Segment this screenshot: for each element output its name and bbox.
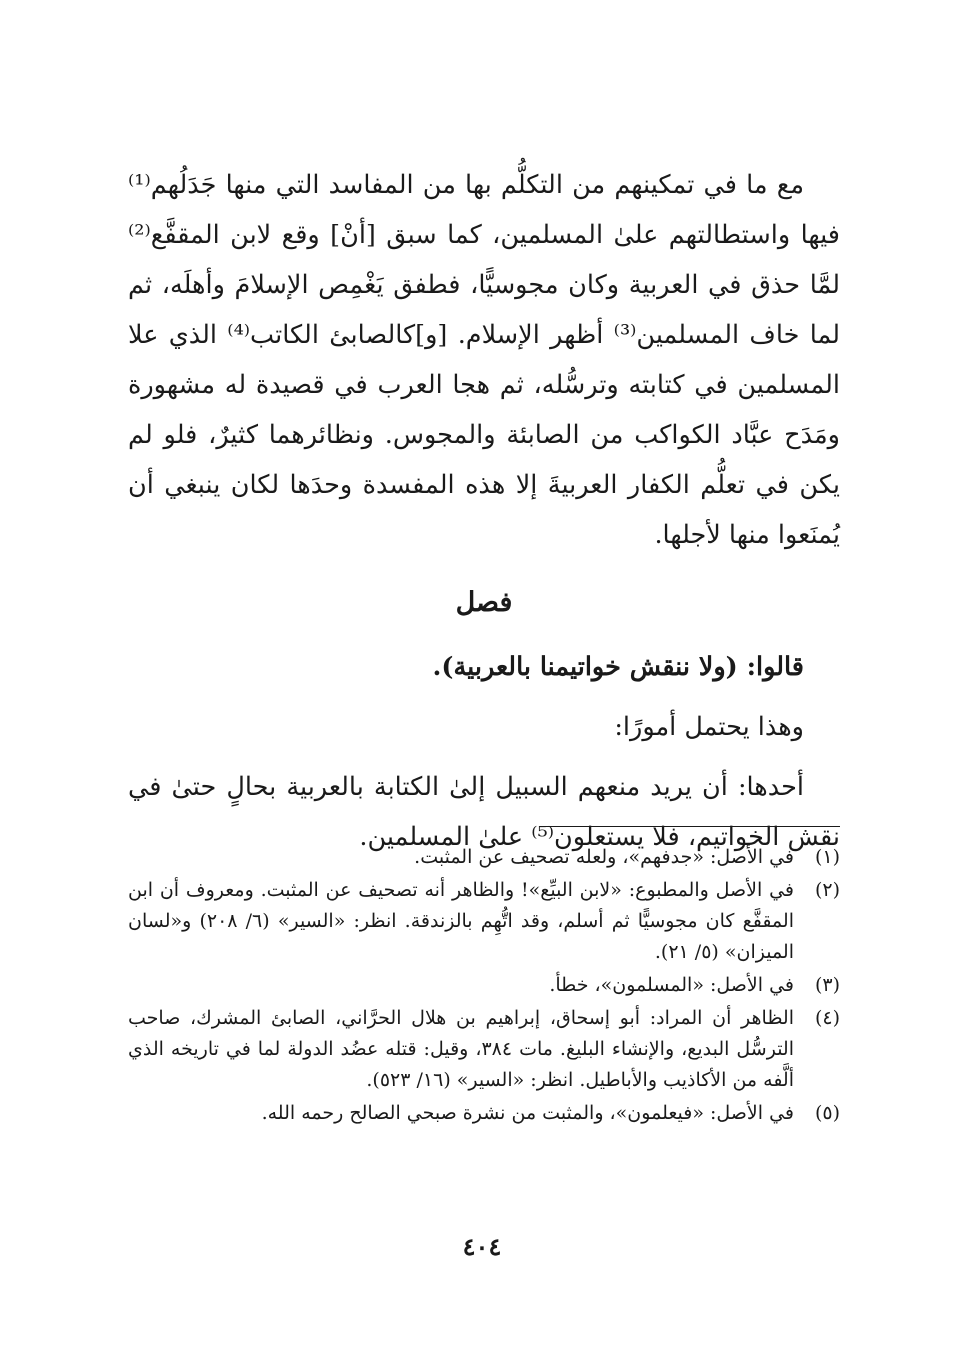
main-text (128, 160, 840, 862)
footnote-number: (٤) (814, 1007, 840, 1029)
footnotes (128, 842, 840, 1131)
footnote-text: في الأصل: «فيعلمون»، والمثبت من نشرة صبحي الصالح رحمه الله. (261, 1102, 794, 1124)
footnote-divider (545, 826, 840, 827)
footnote-number: (٥) (814, 1102, 840, 1124)
paragraph-2: وهذا يحتمل أمورًا: (614, 712, 804, 742)
footnote-number: (٣) (814, 974, 840, 996)
section-heading: فصل (455, 587, 513, 618)
paragraph-1: مع ما في تمكينهم من التكلُّم بها من المفاسد التي منها جَدَلُهم⁽¹⁾ فيها واستطالتهم علىٰ المسلمين، كما سبق [أنْ] وقع لابن المقفَّع⁽²⁾ لمَّا حذق في العربية وكان مجوسيًّا، فطفق يَغْمِص الإسلامَ وأهلَه، ثم لما خاف المسلمين⁽³⁾ أظهر الإسلام. [و]كالصابئ الكاتب⁽⁴⁾ الذي علا المسلمين في كتابته وترسُّله، ثم هجا العرب في قصيدة له مشهورة ومَدَح عبَّاد الكواكب من الصابئة والمجوس. ونظائرهما كثيرٌ، فلو لم يكن في تعلُّم الكفار العربيةَ إلا هذه المفسدة وحدَها لكان ينبغي أن يُمنَعوا منها لأجلها. (128, 170, 840, 550)
footnote (128, 1098, 840, 1129)
footnote-text: في الأصل: «جدفهم»، ولعله تصحيف عن المثبت. (414, 846, 794, 868)
footnote-number: (١) (814, 846, 840, 868)
footnote (128, 842, 840, 873)
footnote (128, 970, 840, 1001)
footnote-text: في الأصل: «المسلمون»، خطأ. (549, 974, 794, 996)
paragraph-3: أحدها: أن يريد منعهم السبيل إلىٰ الكتابة بالعربية بحالٍ حتىٰ في نقش الخواتيم، فلا يستعلون⁽⁵⁾ علىٰ المسلمين. (128, 772, 840, 852)
footnote (128, 1003, 840, 1096)
footnote (128, 875, 840, 968)
footnote-text: الظاهر أن المراد: أبو إسحاق، إبراهيم بن هلال الحرَّاني، الصابئ المشرك، صاحب الترسُّل البديع، والإنشاء البليغ. مات ٣٨٤، وقيل: قتله عضُد الدولة لما في تاريخه الذي ألَّفه من الأكاذيب والأباطيل. انظر: «السير» (١٦/ ٥٢٣). (128, 1007, 795, 1091)
page-number: ٤٠٤ (462, 1232, 502, 1261)
footnote-number: (٢) (814, 879, 840, 901)
footnote-text: في الأصل والمطبوع: «لابن البيِّع»! والظاهر أنه تصحيف عن المثبت. ومعروف أن ابن المقفَّع كان مجوسيًّا ثم أسلم، وقد اتُّهِم بالزندقة. انظر: «السير» (٦/ ٢٠٨) و«لسان الميزان» (٥/ ٢١). (128, 879, 794, 963)
quote-line: قالوا: (ولا ننقش خواتيمنا بالعربية). (432, 652, 804, 682)
